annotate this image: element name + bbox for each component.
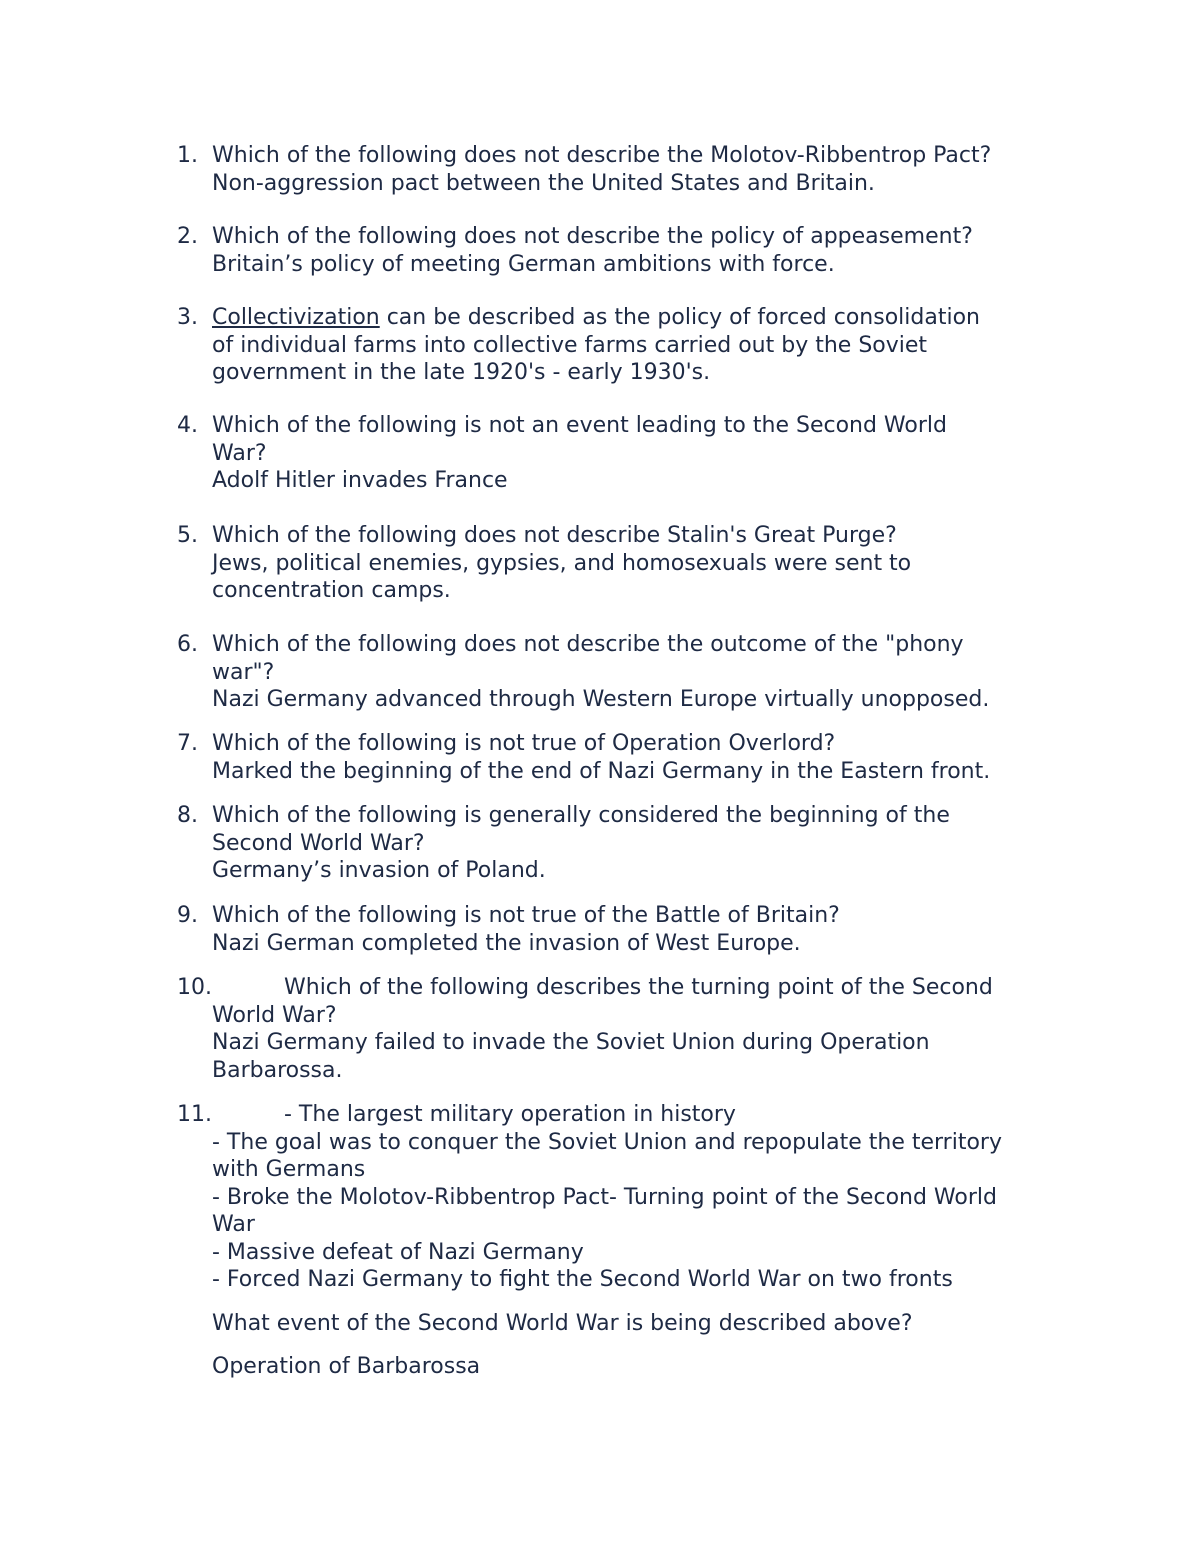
question-number: 9. — [177, 903, 198, 928]
question-text: World War? — [212, 1002, 337, 1028]
answer-text: Nazi German completed the invasion of West Europe. — [212, 930, 801, 956]
bullet-line: with Germans — [212, 1157, 366, 1182]
question-number: 1. — [177, 143, 198, 168]
bullet-line: - The goal was to conquer the Soviet Union and repopulate the territory — [212, 1129, 1002, 1155]
question-text: war"? — [212, 659, 275, 685]
question-text: Which of the following is not an event leading to the Second World — [212, 413, 947, 438]
answer-text: concentration camps. — [212, 578, 451, 603]
question-number: 3. — [177, 305, 198, 330]
bullet-line: - The largest military operation in history — [284, 1102, 736, 1127]
question-number: 8. — [177, 803, 198, 828]
statement-line — [212, 304, 1072, 332]
answer-text: Marked the beginning of the end of Nazi Germany in the Eastern front. — [212, 758, 991, 784]
question-number: 2. — [177, 224, 198, 249]
answer-text: Nazi Germany advanced through Western Europe virtually unopposed. — [212, 687, 990, 712]
question-number: 5. — [177, 523, 198, 548]
statement-line: of individual farms into collective farms carried out by the Soviet — [212, 332, 928, 358]
answer-text: Germany’s invasion of Poland. — [212, 858, 546, 883]
question-text: War? — [212, 440, 267, 466]
bullet-line: - Broke the Molotov-Ribbentrop Pact- Turning point of the Second World — [212, 1184, 997, 1210]
question-number: 4. — [177, 413, 198, 438]
question-text: Which of the following describes the turning point of the Second — [284, 975, 993, 1000]
question-text: Which of the following does not describe the Molotov-Ribbentrop Pact? — [212, 143, 992, 168]
answer-text: Operation of Barbarossa — [212, 1354, 481, 1379]
question-text: Second World War? — [212, 830, 425, 856]
bullet-line: - Massive defeat of Nazi Germany — [212, 1239, 584, 1265]
answer-text: Nazi Germany failed to invade the Soviet Union during Operation — [212, 1030, 930, 1055]
spacer — [212, 1337, 1072, 1353]
spacer — [212, 1294, 1072, 1310]
statement-line: government in the late 1920's - early 1930's. — [212, 360, 711, 385]
question-text: Which of the following does not describe the outcome of the "phony — [212, 632, 964, 657]
question-text: Which of the following does not describe the policy of appeasement? — [212, 224, 973, 249]
answer-text: Britain’s policy of meeting German ambitions with force. — [212, 251, 835, 277]
question-text: Which of the following is generally considered the beginning of the — [212, 803, 950, 828]
question-number: 11. — [177, 1102, 212, 1127]
question-text: Which of the following does not describe Stalin's Great Purge? — [212, 523, 897, 548]
answer-text: Barbarossa. — [212, 1057, 343, 1083]
bullet-line: War — [212, 1212, 255, 1237]
question-number: 6. — [177, 632, 198, 657]
question-text: What event of the Second World War is being described above? — [212, 1310, 913, 1336]
answer-text: Adolf Hitler invades France — [212, 468, 508, 493]
question-number: 7. — [177, 731, 198, 756]
statement-text: can be described as the policy of forced consolidation — [379, 305, 980, 330]
question-text: Which of the following is not true of Operation Overlord? — [212, 731, 836, 756]
question-number: 10. — [177, 975, 212, 1000]
bullet-line: - Forced Nazi Germany to fight the Second World War on two fronts — [212, 1267, 953, 1292]
answer-text: Jews, political enemies, gypsies, and homosexuals were sent to — [212, 550, 912, 576]
underlined-term: Collectivization — [212, 305, 380, 330]
answer-text: Non-aggression pact between the United States and Britain. — [212, 170, 875, 196]
question-text: Which of the following is not true of the Battle of Britain? — [212, 903, 840, 928]
